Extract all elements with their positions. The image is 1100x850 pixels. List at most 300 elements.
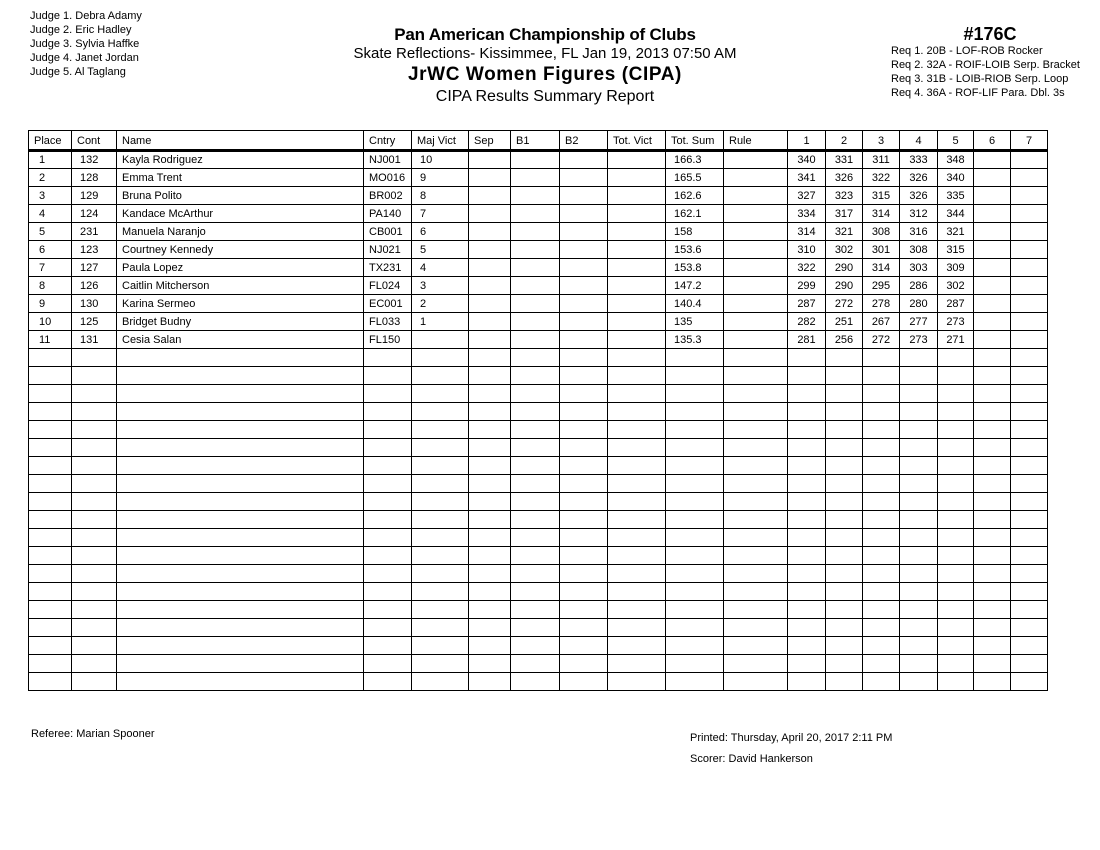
- cell-b1: [511, 277, 560, 295]
- cell-j4: 303: [900, 259, 938, 277]
- cell-j7: [1011, 205, 1048, 223]
- empty-cell: [72, 385, 117, 403]
- empty-cell: [666, 601, 724, 619]
- empty-cell: [72, 457, 117, 475]
- empty-table-row: [29, 673, 1048, 691]
- empty-cell: [724, 403, 788, 421]
- empty-cell: [364, 637, 412, 655]
- empty-cell: [412, 529, 469, 547]
- cell-b2: [560, 205, 608, 223]
- empty-cell: [29, 655, 72, 673]
- cell-tot-sum: 158: [666, 223, 724, 241]
- empty-cell: [974, 403, 1011, 421]
- cell-j4: 308: [900, 241, 938, 259]
- table-row: [29, 205, 1048, 223]
- empty-cell: [666, 421, 724, 439]
- cell-maj-vict: 6: [412, 223, 469, 241]
- cell-j6: [974, 205, 1011, 223]
- footer-info: [690, 728, 892, 770]
- empty-cell: [608, 385, 666, 403]
- empty-cell: [788, 475, 826, 493]
- cell-b2: [560, 241, 608, 259]
- empty-cell: [666, 511, 724, 529]
- cell-j3: 267: [863, 313, 900, 331]
- empty-cell: [117, 457, 364, 475]
- empty-cell: [666, 565, 724, 583]
- empty-cell: [974, 583, 1011, 601]
- empty-cell: [364, 349, 412, 367]
- empty-cell: [560, 349, 608, 367]
- empty-cell: [788, 349, 826, 367]
- cell-rule: [724, 241, 788, 259]
- empty-table-row: [29, 601, 1048, 619]
- empty-cell: [72, 637, 117, 655]
- empty-cell: [974, 601, 1011, 619]
- cell-j1: 327: [788, 187, 826, 205]
- report-subtitle: CIPA Results Summary Report: [435, 88, 655, 105]
- empty-cell: [666, 403, 724, 421]
- empty-cell: [900, 439, 938, 457]
- empty-table-row: [29, 637, 1048, 655]
- empty-cell: [608, 367, 666, 385]
- empty-cell: [29, 475, 72, 493]
- empty-cell: [608, 529, 666, 547]
- empty-cell: [666, 475, 724, 493]
- empty-cell: [826, 619, 863, 637]
- empty-cell: [117, 601, 364, 619]
- column-header-name: Name: [117, 131, 364, 151]
- cell-j4: 316: [900, 223, 938, 241]
- empty-cell: [974, 385, 1011, 403]
- empty-cell: [72, 601, 117, 619]
- empty-cell: [117, 493, 364, 511]
- empty-cell: [666, 637, 724, 655]
- empty-cell: [826, 421, 863, 439]
- cell-maj-vict: 10: [412, 151, 469, 169]
- cell-tot-vict: [608, 259, 666, 277]
- cell-j1: 314: [788, 223, 826, 241]
- cell-tot-sum: 162.6: [666, 187, 724, 205]
- cell-sep: [469, 187, 511, 205]
- cell-j4: 312: [900, 205, 938, 223]
- empty-cell: [72, 619, 117, 637]
- empty-cell: [826, 583, 863, 601]
- cell-j3: 322: [863, 169, 900, 187]
- empty-cell: [117, 511, 364, 529]
- empty-cell: [666, 349, 724, 367]
- column-header-judge-2: 2: [826, 131, 863, 151]
- empty-cell: [560, 601, 608, 619]
- cell-j5: 315: [938, 241, 974, 259]
- empty-table-row: [29, 349, 1048, 367]
- cell-b1: [511, 205, 560, 223]
- empty-cell: [364, 565, 412, 583]
- empty-cell: [29, 529, 72, 547]
- empty-cell: [826, 403, 863, 421]
- cell-place: 4: [29, 205, 72, 223]
- judges-list: [30, 9, 142, 79]
- empty-cell: [608, 601, 666, 619]
- empty-cell: [364, 529, 412, 547]
- empty-cell: [469, 637, 511, 655]
- empty-cell: [974, 457, 1011, 475]
- cell-tot-sum: 153.8: [666, 259, 724, 277]
- empty-cell: [511, 403, 560, 421]
- empty-cell: [788, 637, 826, 655]
- cell-j6: [974, 259, 1011, 277]
- table-body: [29, 151, 1048, 691]
- empty-cell: [788, 457, 826, 475]
- empty-cell: [469, 403, 511, 421]
- empty-cell: [511, 385, 560, 403]
- cell-j5: 302: [938, 277, 974, 295]
- empty-cell: [560, 565, 608, 583]
- empty-cell: [412, 439, 469, 457]
- empty-cell: [29, 601, 72, 619]
- requirement-4: Req 4. 36A - ROF-LIF Para. Dbl. 3s: [891, 87, 1065, 99]
- empty-cell: [469, 529, 511, 547]
- empty-cell: [29, 421, 72, 439]
- empty-cell: [826, 439, 863, 457]
- empty-cell: [666, 655, 724, 673]
- cell-tot-sum: 165.5: [666, 169, 724, 187]
- empty-cell: [900, 385, 938, 403]
- cell-sep: [469, 331, 511, 349]
- empty-cell: [469, 511, 511, 529]
- judge-4: Judge 4. Janet Jordan: [30, 52, 139, 64]
- empty-cell: [974, 529, 1011, 547]
- empty-cell: [412, 547, 469, 565]
- cell-b2: [560, 259, 608, 277]
- empty-cell: [412, 349, 469, 367]
- cell-j3: 311: [863, 151, 900, 169]
- empty-cell: [1011, 673, 1048, 691]
- column-header-b1: B1: [511, 131, 560, 151]
- empty-cell: [608, 457, 666, 475]
- empty-cell: [974, 547, 1011, 565]
- cell-cont: 130: [72, 295, 117, 313]
- empty-cell: [900, 637, 938, 655]
- cell-name: Bridget Budny: [117, 313, 364, 331]
- empty-cell: [412, 565, 469, 583]
- empty-cell: [1011, 367, 1048, 385]
- cell-j5: 309: [938, 259, 974, 277]
- empty-cell: [511, 673, 560, 691]
- cell-cont: 125: [72, 313, 117, 331]
- empty-cell: [788, 385, 826, 403]
- empty-cell: [117, 619, 364, 637]
- empty-cell: [938, 493, 974, 511]
- empty-cell: [1011, 655, 1048, 673]
- empty-cell: [29, 349, 72, 367]
- empty-cell: [826, 475, 863, 493]
- empty-cell: [29, 619, 72, 637]
- empty-cell: [412, 367, 469, 385]
- empty-cell: [511, 655, 560, 673]
- empty-cell: [863, 475, 900, 493]
- cell-j3: 315: [863, 187, 900, 205]
- empty-cell: [469, 493, 511, 511]
- cell-j5: 344: [938, 205, 974, 223]
- empty-table-row: [29, 385, 1048, 403]
- empty-cell: [469, 421, 511, 439]
- empty-cell: [364, 421, 412, 439]
- empty-cell: [412, 475, 469, 493]
- judge-5: Judge 5. Al Taglang: [30, 66, 126, 78]
- empty-cell: [900, 673, 938, 691]
- cell-cntry: BR002: [364, 187, 412, 205]
- empty-cell: [1011, 475, 1048, 493]
- empty-cell: [900, 601, 938, 619]
- cell-name: Bruna Polito: [117, 187, 364, 205]
- empty-cell: [724, 619, 788, 637]
- cell-place: 2: [29, 169, 72, 187]
- empty-cell: [608, 421, 666, 439]
- empty-cell: [117, 583, 364, 601]
- empty-cell: [608, 511, 666, 529]
- empty-cell: [938, 529, 974, 547]
- requirements-list: [891, 44, 1080, 100]
- empty-cell: [938, 655, 974, 673]
- empty-cell: [788, 529, 826, 547]
- empty-cell: [511, 475, 560, 493]
- empty-table-row: [29, 547, 1048, 565]
- empty-table-row: [29, 655, 1048, 673]
- empty-cell: [788, 421, 826, 439]
- cell-name: Emma Trent: [117, 169, 364, 187]
- empty-cell: [900, 349, 938, 367]
- empty-cell: [469, 655, 511, 673]
- cell-j7: [1011, 277, 1048, 295]
- empty-cell: [863, 619, 900, 637]
- empty-cell: [412, 673, 469, 691]
- cell-tot-vict: [608, 205, 666, 223]
- cell-j5: 273: [938, 313, 974, 331]
- empty-cell: [29, 583, 72, 601]
- empty-cell: [724, 493, 788, 511]
- empty-cell: [560, 493, 608, 511]
- empty-cell: [900, 421, 938, 439]
- cell-j5: 340: [938, 169, 974, 187]
- column-header-judge-7: 7: [1011, 131, 1048, 151]
- empty-cell: [1011, 565, 1048, 583]
- empty-cell: [117, 673, 364, 691]
- empty-cell: [29, 547, 72, 565]
- empty-cell: [560, 475, 608, 493]
- empty-cell: [469, 619, 511, 637]
- cell-j3: 278: [863, 295, 900, 313]
- cell-j3: 314: [863, 205, 900, 223]
- cell-j7: [1011, 187, 1048, 205]
- cell-cont: 126: [72, 277, 117, 295]
- empty-cell: [511, 367, 560, 385]
- empty-cell: [974, 439, 1011, 457]
- empty-cell: [469, 547, 511, 565]
- cell-tot-sum: 135: [666, 313, 724, 331]
- empty-cell: [666, 367, 724, 385]
- empty-cell: [666, 457, 724, 475]
- cell-place: 10: [29, 313, 72, 331]
- cell-tot-vict: [608, 187, 666, 205]
- empty-cell: [1011, 637, 1048, 655]
- cell-tot-vict: [608, 277, 666, 295]
- empty-cell: [724, 439, 788, 457]
- empty-cell: [608, 619, 666, 637]
- table-row: [29, 295, 1048, 313]
- empty-cell: [974, 565, 1011, 583]
- empty-cell: [938, 421, 974, 439]
- cell-sep: [469, 277, 511, 295]
- empty-cell: [788, 547, 826, 565]
- empty-cell: [608, 349, 666, 367]
- cell-rule: [724, 259, 788, 277]
- cell-b1: [511, 151, 560, 169]
- cell-tot-vict: [608, 223, 666, 241]
- empty-cell: [826, 457, 863, 475]
- empty-cell: [72, 349, 117, 367]
- empty-cell: [938, 457, 974, 475]
- column-header-maj-vict: Maj Vict: [412, 131, 469, 151]
- cell-j5: 271: [938, 331, 974, 349]
- empty-cell: [117, 565, 364, 583]
- empty-cell: [364, 673, 412, 691]
- cell-sep: [469, 259, 511, 277]
- cell-sep: [469, 313, 511, 331]
- empty-cell: [117, 529, 364, 547]
- empty-cell: [724, 511, 788, 529]
- empty-table-row: [29, 475, 1048, 493]
- cell-place: 3: [29, 187, 72, 205]
- cell-sep: [469, 169, 511, 187]
- empty-cell: [724, 565, 788, 583]
- cell-j3: 308: [863, 223, 900, 241]
- empty-cell: [826, 547, 863, 565]
- table-row: [29, 313, 1048, 331]
- cell-j7: [1011, 169, 1048, 187]
- empty-cell: [974, 511, 1011, 529]
- printed-date: Printed: Thursday, April 20, 2017 2:11 PM: [690, 732, 893, 744]
- cell-j4: 286: [900, 277, 938, 295]
- cell-j5: 335: [938, 187, 974, 205]
- table-row: [29, 277, 1048, 295]
- cell-b2: [560, 223, 608, 241]
- cell-b1: [511, 223, 560, 241]
- empty-cell: [560, 547, 608, 565]
- table-row: [29, 259, 1048, 277]
- table-row: [29, 187, 1048, 205]
- competition-title: Pan American Championship of Clubs: [394, 25, 696, 44]
- cell-rule: [724, 187, 788, 205]
- cell-j2: 251: [826, 313, 863, 331]
- cell-maj-vict: 4: [412, 259, 469, 277]
- cell-j1: 287: [788, 295, 826, 313]
- empty-cell: [608, 583, 666, 601]
- empty-cell: [469, 349, 511, 367]
- empty-cell: [1011, 439, 1048, 457]
- empty-cell: [364, 475, 412, 493]
- cell-cntry: EC001: [364, 295, 412, 313]
- empty-cell: [560, 439, 608, 457]
- cell-cont: 129: [72, 187, 117, 205]
- cell-b2: [560, 187, 608, 205]
- empty-cell: [788, 493, 826, 511]
- cell-b2: [560, 151, 608, 169]
- empty-cell: [412, 457, 469, 475]
- empty-cell: [560, 619, 608, 637]
- cell-cntry: PA140: [364, 205, 412, 223]
- cell-j2: 290: [826, 277, 863, 295]
- empty-cell: [938, 547, 974, 565]
- cell-j4: 326: [900, 169, 938, 187]
- cell-rule: [724, 295, 788, 313]
- cell-sep: [469, 151, 511, 169]
- cell-j7: [1011, 295, 1048, 313]
- empty-cell: [788, 619, 826, 637]
- empty-cell: [72, 673, 117, 691]
- empty-cell: [863, 601, 900, 619]
- empty-cell: [900, 583, 938, 601]
- empty-cell: [1011, 529, 1048, 547]
- cell-j3: 314: [863, 259, 900, 277]
- cell-j3: 272: [863, 331, 900, 349]
- empty-cell: [364, 619, 412, 637]
- empty-cell: [29, 403, 72, 421]
- empty-cell: [724, 349, 788, 367]
- cell-maj-vict: 2: [412, 295, 469, 313]
- empty-cell: [72, 547, 117, 565]
- empty-cell: [938, 511, 974, 529]
- cell-cntry: TX231: [364, 259, 412, 277]
- empty-cell: [511, 511, 560, 529]
- empty-cell: [666, 547, 724, 565]
- empty-cell: [412, 619, 469, 637]
- cell-cont: 131: [72, 331, 117, 349]
- empty-cell: [938, 619, 974, 637]
- cell-b2: [560, 331, 608, 349]
- column-header-tot-vict: Tot. Vict: [608, 131, 666, 151]
- empty-cell: [900, 619, 938, 637]
- empty-cell: [863, 439, 900, 457]
- empty-cell: [938, 637, 974, 655]
- event-title: JrWC Women Figures (CIPA): [408, 64, 682, 85]
- empty-cell: [364, 493, 412, 511]
- cell-j1: 334: [788, 205, 826, 223]
- empty-cell: [974, 475, 1011, 493]
- empty-cell: [608, 655, 666, 673]
- cell-j4: 273: [900, 331, 938, 349]
- report-title-block: [300, 24, 790, 107]
- empty-cell: [974, 421, 1011, 439]
- requirement-1: Req 1. 20B - LOF-ROB Rocker: [891, 45, 1043, 57]
- cell-j6: [974, 277, 1011, 295]
- empty-cell: [1011, 385, 1048, 403]
- cell-maj-vict: [412, 331, 469, 349]
- empty-table-row: [29, 583, 1048, 601]
- empty-cell: [900, 565, 938, 583]
- empty-cell: [29, 367, 72, 385]
- empty-cell: [469, 439, 511, 457]
- empty-cell: [724, 583, 788, 601]
- cell-sep: [469, 223, 511, 241]
- empty-cell: [364, 457, 412, 475]
- empty-cell: [469, 583, 511, 601]
- empty-cell: [863, 511, 900, 529]
- empty-cell: [29, 565, 72, 583]
- cell-j2: 323: [826, 187, 863, 205]
- cell-cntry: FL024: [364, 277, 412, 295]
- empty-cell: [1011, 421, 1048, 439]
- empty-cell: [666, 529, 724, 547]
